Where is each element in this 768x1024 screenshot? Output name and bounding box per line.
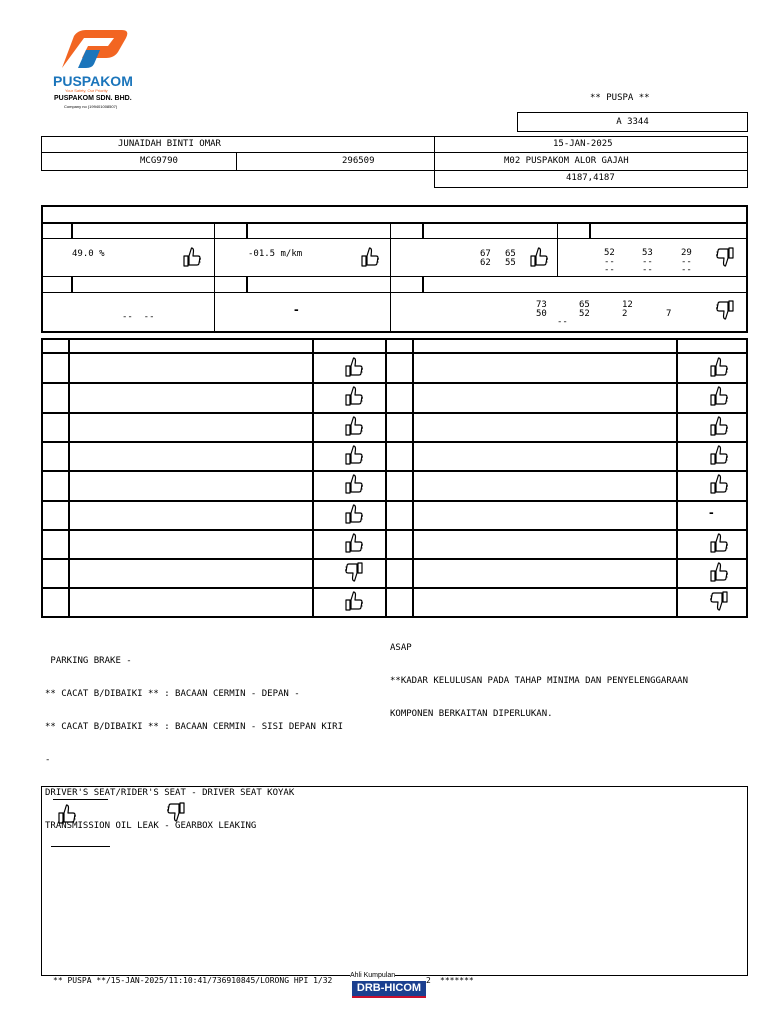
thumbs-up-icon [708, 415, 730, 437]
divider [412, 338, 414, 618]
thumbs-down-icon [708, 590, 730, 612]
company-logo [52, 28, 132, 72]
logo-company-no: Company no (199401008507) [64, 104, 118, 109]
divider [51, 846, 110, 847]
divider [41, 238, 748, 239]
divider [53, 799, 108, 800]
legend-box [41, 786, 748, 976]
headlamp-a2: 65 [505, 249, 516, 259]
thumbs-up-icon [708, 561, 730, 583]
thumbs-down-icon [343, 561, 365, 583]
grid-row-divider [41, 412, 748, 414]
headlamp-b1: 62 [480, 258, 491, 268]
divider [589, 222, 591, 238]
thumbs-up-icon [343, 503, 365, 525]
headlamp-a1: 67 [480, 249, 491, 259]
divider [434, 152, 748, 153]
logo-brand: PUSPAKOM [53, 73, 133, 89]
brake-efficiency: 49.0 % [72, 249, 105, 259]
divider [246, 222, 248, 238]
row2-r5: 52 [579, 309, 590, 319]
row2-mid-value: - [294, 301, 299, 317]
owner-name: JUNAIDAH BINTI OMAR [118, 139, 221, 149]
emission-2-2: -- [642, 257, 653, 267]
thumbs-down-icon [714, 299, 736, 321]
note-line: DRIVER'S SEAT/RIDER'S SEAT - DRIVER SEAT KOYAK [45, 788, 295, 798]
divider [422, 276, 424, 292]
thumbs-up-icon [343, 356, 365, 378]
thumbs-down-icon [165, 801, 187, 823]
row2-r4: 50 [536, 309, 547, 319]
divider [434, 170, 748, 171]
thumbs-up-icon [343, 473, 365, 495]
emission-3-1: -- [604, 265, 615, 275]
divider [385, 338, 387, 618]
divider [71, 222, 73, 238]
inspection-date: 15-JAN-2025 [553, 139, 613, 149]
report-title: ** PUSPA ** [590, 93, 650, 103]
thumbs-up-icon [708, 473, 730, 495]
emission-3-2: -- [642, 265, 653, 275]
grid-row-divider [41, 500, 748, 502]
drb-hicom-logo: DRB-HICOM [352, 981, 426, 998]
thumbs-up-icon [708, 356, 730, 378]
inspection-grid [41, 338, 748, 618]
thumbs-up-icon [343, 590, 365, 612]
emission-2-1: -- [604, 257, 615, 267]
notes-right [390, 621, 688, 731]
thumbs-up-icon [708, 385, 730, 407]
divider [236, 152, 237, 170]
divider [390, 222, 391, 333]
headlamp-b2: 55 [505, 258, 516, 268]
note-line: ** CACAT B/DIBAIKI ** : BACAAN CERMIN - DEPAN - [45, 689, 300, 699]
owner-box [41, 136, 435, 171]
grid-right-dash: - [709, 504, 714, 520]
grid-row-divider [41, 382, 748, 384]
row2-r8: -- [557, 317, 568, 327]
thumbs-down-icon [714, 246, 736, 268]
divider [41, 222, 748, 224]
thumbs-up-icon [343, 444, 365, 466]
grid-row-divider [41, 529, 748, 531]
grid-row-divider [41, 441, 748, 443]
divider [41, 276, 748, 277]
emission-1-2: 53 [642, 248, 653, 258]
row2-r7: 7 [666, 309, 672, 319]
divider [214, 222, 215, 333]
thumbs-up-icon [708, 532, 730, 554]
thumbs-up-icon [528, 246, 550, 268]
note-line: KOMPONEN BERKAITAN DIPERLUKAN. [390, 709, 553, 719]
row2-r6: 2 [622, 309, 628, 319]
thumbs-up-icon [359, 246, 381, 268]
logo-company: PUSPAKOM SDN. BHD. [54, 95, 132, 102]
emission-2-3: -- [681, 257, 692, 267]
centre-codes: 4187,4187 [566, 173, 615, 183]
vehicle-number: 296509 [342, 156, 375, 166]
divider [71, 276, 73, 292]
thumbs-up-icon [708, 444, 730, 466]
divider [557, 222, 558, 276]
side-slip: -01.5 m/km [248, 249, 303, 259]
divider [41, 152, 435, 153]
row2-left-values: -- -- [122, 312, 155, 322]
thumbs-up-icon [343, 532, 365, 554]
row2-r1: 73 [536, 300, 547, 310]
plate-number: MCG9790 [140, 156, 178, 166]
emission-1-3: 29 [681, 248, 692, 258]
footer-stars: ******* [440, 976, 474, 985]
thumbs-up-icon [343, 385, 365, 407]
divider [246, 276, 248, 292]
row2-r2: 65 [579, 300, 590, 310]
grid-row-divider [41, 470, 748, 472]
row2-r3: 12 [622, 300, 633, 310]
note-line: ** CACAT B/DIBAIKI ** : BACAAN CERMIN - SISI DEPAN KIRI [45, 722, 344, 732]
footer-page: 2 [426, 976, 431, 985]
emission-1-1: 52 [604, 248, 615, 258]
divider [312, 338, 314, 618]
emission-3-3: -- [681, 265, 692, 275]
divider [676, 338, 678, 618]
divider [422, 222, 424, 238]
thumbs-up-icon [181, 246, 203, 268]
footer-line: ** PUSPA **/15-JAN-2025/11:10:41/736910845/LORONG HPI 1/32 [53, 976, 333, 985]
note-line: PARKING BRAKE - [45, 656, 132, 666]
note-line: ASAP [390, 643, 412, 653]
thumbs-up-icon [56, 803, 78, 825]
divider [68, 338, 70, 618]
note-line: TRANSMISSION OIL LEAK - GEARBOX LEAKING [45, 821, 257, 831]
logo-tagline: Your Safety, Our Priority [65, 88, 108, 93]
grid-row-divider [41, 558, 748, 560]
inspection-centre: M02 PUSPAKOM ALOR GAJAH [504, 156, 629, 166]
divider [41, 292, 748, 293]
grid-row-divider [41, 587, 748, 589]
ref-number: A 3344 [616, 117, 649, 127]
divider [41, 352, 748, 354]
note-line: - [45, 755, 51, 765]
member-label: Ahli Kumpulan [350, 972, 396, 979]
note-line: **KADAR KELULUSAN PADA TAHAP MINIMA DAN PENYELENGGARAAN [390, 676, 689, 686]
thumbs-up-icon [343, 415, 365, 437]
